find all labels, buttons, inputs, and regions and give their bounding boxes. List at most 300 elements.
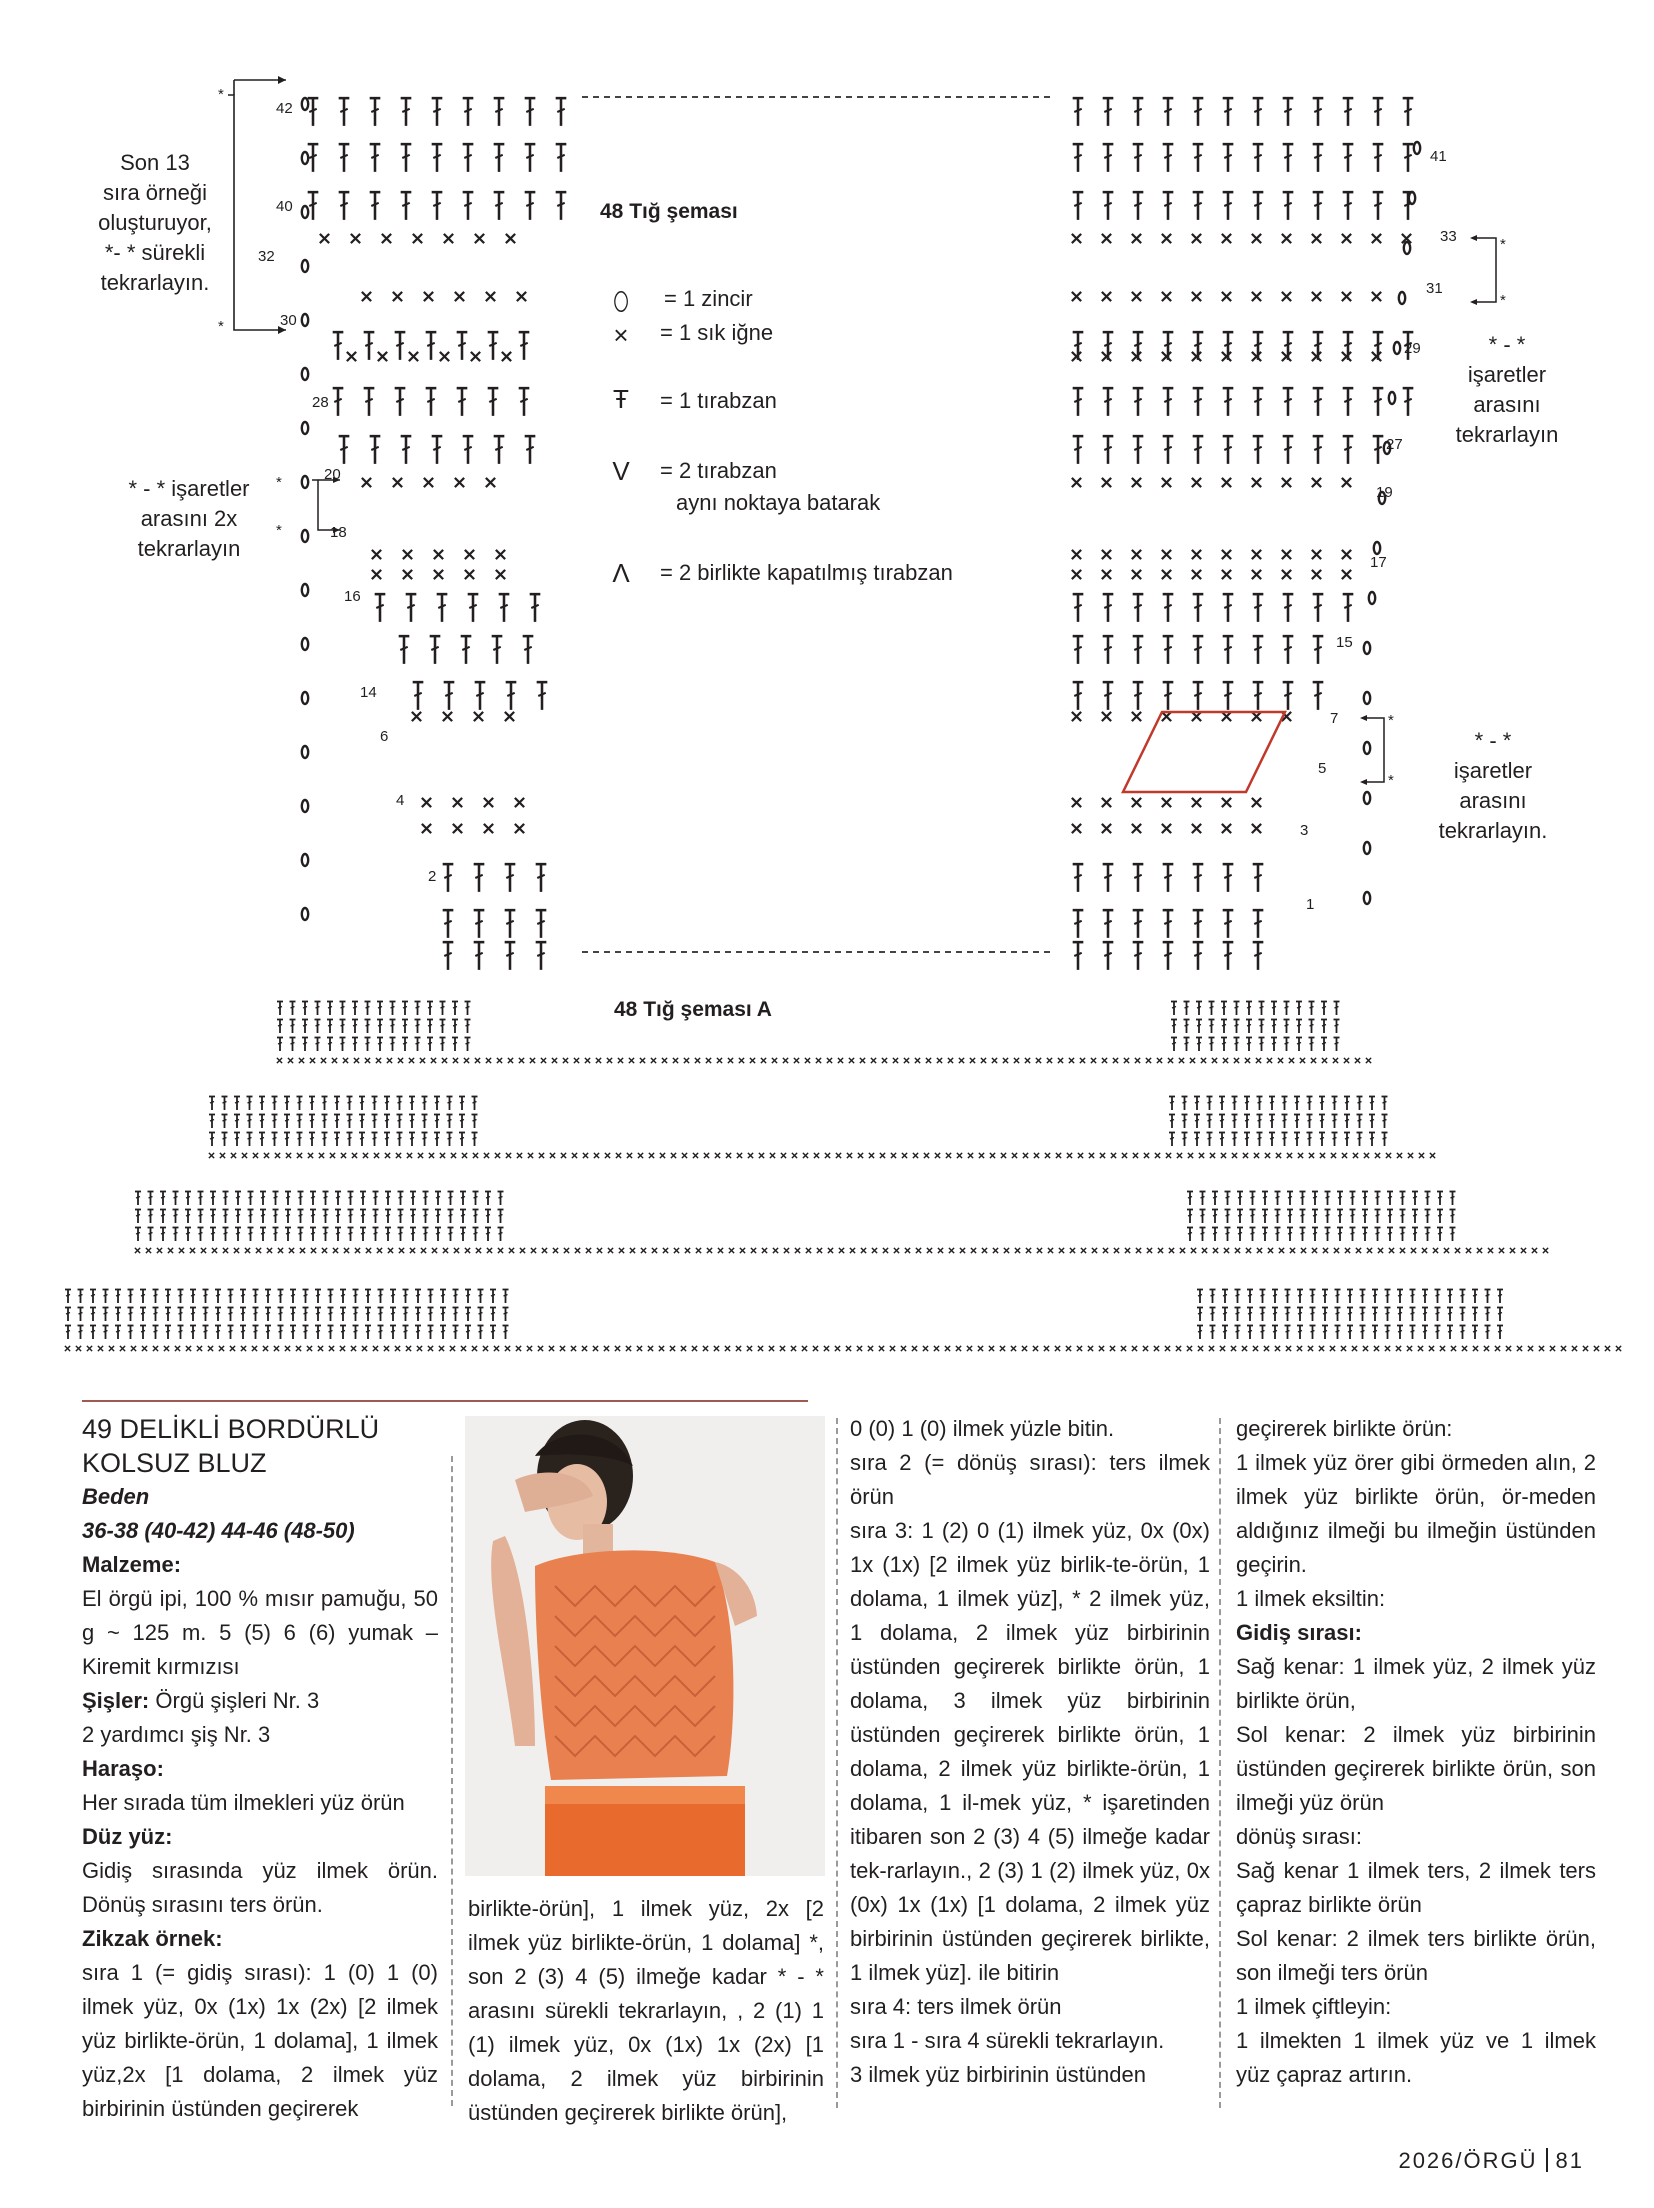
band-single-crochet	[695, 1058, 700, 1063]
band-treble	[1347, 1308, 1353, 1322]
band-treble	[1235, 1290, 1241, 1304]
band-single-crochet	[1036, 1058, 1041, 1063]
band-single-crochet	[1353, 1153, 1358, 1158]
band-treble	[215, 1290, 221, 1304]
treble-stitch	[488, 332, 499, 360]
treble-stitch	[1103, 636, 1114, 664]
band-treble	[1250, 1192, 1256, 1206]
band-single-crochet	[135, 1248, 140, 1253]
treble-stitch	[432, 436, 443, 464]
band-treble	[427, 1002, 433, 1016]
band-treble	[228, 1290, 234, 1304]
band-treble	[1422, 1290, 1428, 1304]
single-crochet-stitch	[455, 292, 464, 301]
band-treble	[290, 1002, 296, 1016]
treble-stitch	[463, 144, 474, 172]
treble-stitch	[1223, 594, 1234, 622]
band-single-crochet	[1466, 1248, 1471, 1253]
band-single-crochet	[803, 1153, 808, 1158]
band-treble	[128, 1290, 134, 1304]
band-treble	[384, 1115, 390, 1129]
band-single-crochet	[1344, 1058, 1349, 1063]
treble-stitch	[432, 192, 443, 220]
band-single-crochet	[1048, 1248, 1053, 1253]
band-treble	[1297, 1308, 1303, 1322]
star-marker: *	[218, 86, 224, 103]
band-treble	[327, 1020, 333, 1034]
band-treble	[1360, 1326, 1366, 1340]
band-single-crochet	[362, 1346, 367, 1351]
single-crochet-stitch	[1192, 292, 1201, 301]
band-treble	[390, 1038, 396, 1052]
row-number: 4	[396, 792, 405, 809]
band-treble	[315, 1290, 321, 1304]
band-single-crochet	[344, 1248, 349, 1253]
band-single-crochet	[1199, 1153, 1204, 1158]
band-treble	[1410, 1290, 1416, 1304]
treble-stitch	[1133, 864, 1144, 892]
band-single-crochet	[431, 1058, 436, 1063]
band-single-crochet	[905, 1248, 910, 1253]
band-single-crochet	[256, 1248, 261, 1253]
band-single-crochet	[904, 1058, 909, 1063]
band-single-crochet	[912, 1346, 917, 1351]
band-single-crochet	[1069, 1058, 1074, 1063]
band-treble	[352, 1002, 358, 1016]
treble-stitch	[1073, 98, 1084, 126]
treble-stitch	[1343, 98, 1354, 126]
band-single-crochet	[813, 1346, 818, 1351]
single-crochet-stitch	[1312, 478, 1321, 487]
band-treble	[1262, 1210, 1268, 1224]
band-treble	[328, 1290, 334, 1304]
band-treble	[347, 1115, 353, 1129]
band-treble	[1272, 1308, 1278, 1322]
treble-stitch	[395, 332, 406, 360]
band-treble	[360, 1228, 366, 1242]
band-single-crochet	[322, 1248, 327, 1253]
band-single-crochet	[253, 1153, 258, 1158]
band-single-crochet	[1356, 1248, 1361, 1253]
band-single-crochet	[442, 1058, 447, 1063]
band-single-crochet	[440, 1153, 445, 1158]
band-treble	[415, 1308, 421, 1322]
band-single-crochet	[979, 1153, 984, 1158]
treble-stitch	[1073, 942, 1084, 970]
treble-stitch	[475, 682, 486, 710]
band-treble	[410, 1210, 416, 1224]
band-treble	[1382, 1115, 1388, 1129]
band-treble	[222, 1097, 228, 1111]
band-treble	[1284, 1038, 1290, 1052]
band-treble	[1232, 1097, 1238, 1111]
single-crochet-stitch	[1192, 570, 1201, 579]
treble-stitch	[375, 594, 386, 622]
single-crochet-stitch	[496, 570, 505, 579]
band-treble	[1309, 1020, 1315, 1034]
band-treble	[1197, 1326, 1203, 1340]
band-treble	[1284, 1020, 1290, 1034]
treble-stitch	[401, 98, 412, 126]
band-single-crochet	[696, 1248, 701, 1253]
band-single-crochet	[781, 1153, 786, 1158]
single-crochet-stitch	[403, 550, 412, 559]
single-crochet-stitch	[1222, 292, 1231, 301]
band-single-crochet	[1232, 1153, 1237, 1158]
band-single-crochet	[1168, 1058, 1173, 1063]
band-single-crochet	[451, 1153, 456, 1158]
band-treble	[277, 1002, 283, 1016]
band-single-crochet	[714, 1346, 719, 1351]
band-treble	[1300, 1210, 1306, 1224]
treble-stitch	[1103, 144, 1114, 172]
band-treble	[190, 1290, 196, 1304]
band-treble	[1282, 1097, 1288, 1111]
band-single-crochet	[1419, 1153, 1424, 1158]
band-treble	[340, 1002, 346, 1016]
band-single-crochet	[597, 1248, 602, 1253]
single-crochet-stitch	[422, 824, 431, 833]
band-single-crochet	[153, 1346, 158, 1351]
band-single-crochet	[770, 1153, 775, 1158]
treble-stitch	[556, 144, 567, 172]
treble-stitch	[443, 864, 454, 892]
band-treble	[327, 1038, 333, 1052]
band-single-crochet	[432, 1248, 437, 1253]
band-treble	[1271, 1020, 1277, 1034]
band-treble	[365, 1002, 371, 1016]
band-treble	[1187, 1228, 1193, 1242]
band-treble	[309, 1133, 315, 1147]
band-single-crochet	[340, 1346, 345, 1351]
band-single-crochet	[1187, 1346, 1192, 1351]
single-crochet-stitch	[1312, 352, 1321, 361]
band-single-crochet	[651, 1058, 656, 1063]
band-single-crochet	[1011, 1346, 1016, 1351]
band-single-crochet	[978, 1346, 983, 1351]
article-column-1: 49 DELİKLİ BORDÜRLÜ KOLSUZ BLUZ Beden 36-38 (40-42) 44-46 (48-50) Malzeme: El örgü ipi, 100 % mısır pamuğu, 50 g ~ 125 m. 5 (5) 6 (6) yumak – Kiremit kırmızısı Şişler: Örgü şişleri Nr. 3 2 yardımcı şiş Nr. 3 Haraşo: Her sırada tüm ilmekleri yüz örün Düz yüz: Gidiş sırasında yüz ilmek örün. Dönüş sırasını ters örün. Zikzak örnek: sıra 1 (= gidiş sırası): 1 (0) 1 (0) ilmek yüz, 0x (1x) 1x (2x) [2 ilmek yüz birlikte-örün, 1 dolama], 1 ilmek yüz,2x [1 dolama, 2 ilmek yüz birbirinin üstünden geçirerek	[82, 1414, 438, 2121]
band-single-crochet	[1473, 1346, 1478, 1351]
chain-stitch	[302, 422, 308, 434]
band-treble	[1246, 1020, 1252, 1034]
band-single-crochet	[1124, 1058, 1129, 1063]
single-crochet-stitch	[1372, 352, 1381, 361]
band-single-crochet	[1202, 1248, 1207, 1253]
band-treble	[1257, 1115, 1263, 1129]
band-treble	[1171, 1020, 1177, 1034]
band-treble	[1360, 1290, 1366, 1304]
chain-stitch	[1364, 692, 1370, 704]
band-treble	[365, 1038, 371, 1052]
band-treble	[440, 1308, 446, 1322]
band-treble	[1435, 1290, 1441, 1304]
single-crochet-stitch	[1342, 478, 1351, 487]
magazine-name: 2026/ÖRGÜ	[1398, 2148, 1538, 2173]
band-single-crochet	[300, 1248, 305, 1253]
treble-stitch	[1313, 682, 1324, 710]
band-single-crochet	[1309, 1153, 1314, 1158]
band-single-crochet	[739, 1058, 744, 1063]
band-treble	[427, 1038, 433, 1052]
treble-stitch	[1193, 436, 1204, 464]
band-single-crochet	[1323, 1248, 1328, 1253]
treble-stitch	[537, 682, 548, 710]
band-treble	[435, 1192, 441, 1206]
row-number: 17	[1370, 554, 1387, 571]
treble-stitch	[370, 144, 381, 172]
band-single-crochet	[231, 1153, 236, 1158]
row-number: 30	[280, 312, 297, 329]
single-crochet-stitch	[1282, 570, 1291, 579]
band-single-crochet	[186, 1346, 191, 1351]
band-single-crochet	[1243, 1153, 1248, 1158]
band-treble	[1334, 1002, 1340, 1016]
chain-stitch	[302, 692, 308, 704]
single-crochet-stitch	[362, 478, 371, 487]
single-crochet-stitch	[1192, 234, 1201, 243]
single-crochet-stitch	[1162, 478, 1171, 487]
treble-stitch	[488, 388, 499, 416]
band-single-crochet	[1430, 1153, 1435, 1158]
band-treble	[1169, 1097, 1175, 1111]
band-single-crochet	[794, 1058, 799, 1063]
band-treble	[1296, 1002, 1302, 1016]
band-treble	[1460, 1290, 1466, 1304]
band-treble	[1207, 1133, 1213, 1147]
treble-stitch	[1313, 144, 1324, 172]
band-single-crochet	[1506, 1346, 1511, 1351]
band-single-crochet	[1154, 1346, 1159, 1351]
single-crochet-stitch	[471, 352, 480, 361]
band-treble	[1435, 1308, 1441, 1322]
band-treble	[334, 1133, 340, 1147]
band-single-crochet	[835, 1346, 840, 1351]
band-treble	[135, 1228, 141, 1242]
star-marker: *	[218, 318, 224, 335]
band-single-crochet	[981, 1058, 986, 1063]
band-treble	[422, 1097, 428, 1111]
band-single-crochet	[948, 1058, 953, 1063]
band-treble	[1294, 1115, 1300, 1129]
band-treble	[247, 1133, 253, 1147]
band-treble	[1334, 1020, 1340, 1034]
band-single-crochet	[990, 1153, 995, 1158]
band-single-crochet	[1209, 1346, 1214, 1351]
band-single-crochet	[871, 1058, 876, 1063]
band-single-crochet	[311, 1248, 316, 1253]
band-treble	[278, 1326, 284, 1340]
band-treble	[298, 1192, 304, 1206]
band-single-crochet	[605, 1153, 610, 1158]
band-treble	[1375, 1210, 1381, 1224]
band-treble	[472, 1115, 478, 1129]
single-crochet-stitch	[1282, 478, 1291, 487]
band-single-crochet	[715, 1153, 720, 1158]
band-single-crochet	[443, 1248, 448, 1253]
band-treble	[135, 1192, 141, 1206]
band-treble	[203, 1326, 209, 1340]
treble-stitch	[1103, 910, 1114, 938]
band-treble	[440, 1326, 446, 1340]
band-treble	[1362, 1228, 1368, 1242]
band-single-crochet	[1267, 1058, 1272, 1063]
band-single-crochet	[1056, 1153, 1061, 1158]
band-single-crochet	[959, 1058, 964, 1063]
treble-stitch	[1163, 594, 1174, 622]
band-treble	[198, 1210, 204, 1224]
band-treble	[1271, 1002, 1277, 1016]
treble-stitch	[494, 192, 505, 220]
treble-stitch	[1103, 388, 1114, 416]
treble-stitch	[1283, 636, 1294, 664]
treble-stitch	[1253, 388, 1264, 416]
band-treble	[302, 1038, 308, 1052]
band-treble	[1197, 1308, 1203, 1322]
band-single-crochet	[1264, 1346, 1269, 1351]
band-treble	[1362, 1192, 1368, 1206]
band-single-crochet	[616, 1153, 621, 1158]
band-single-crochet	[681, 1346, 686, 1351]
band-treble	[190, 1326, 196, 1340]
band-treble	[1450, 1210, 1456, 1224]
single-crochet-stitch	[1282, 550, 1291, 559]
band-treble	[297, 1097, 303, 1111]
band-treble	[1425, 1228, 1431, 1242]
treble-stitch	[1073, 864, 1084, 892]
band-single-crochet	[1114, 1248, 1119, 1253]
treble-stitch	[399, 636, 410, 664]
treble-stitch	[1343, 192, 1354, 220]
single-crochet-stitch	[1162, 550, 1171, 559]
treble-stitch	[1103, 942, 1114, 970]
band-single-crochet	[761, 1058, 766, 1063]
band-treble	[1472, 1326, 1478, 1340]
band-treble	[1297, 1290, 1303, 1304]
band-single-crochet	[1440, 1346, 1445, 1351]
article-title: KOLSUZ BLUZ	[82, 1448, 267, 1478]
band-treble	[1297, 1326, 1303, 1340]
chain-stitch	[302, 476, 308, 488]
band-treble	[1184, 1002, 1190, 1016]
chain-stitch	[1364, 842, 1370, 854]
single-crochet-stitch	[422, 798, 431, 807]
band-single-crochet	[190, 1248, 195, 1253]
band-single-crochet	[1179, 1058, 1184, 1063]
band-treble	[1196, 1038, 1202, 1052]
band-treble	[1284, 1002, 1290, 1016]
band-single-crochet	[476, 1248, 481, 1253]
band-single-crochet	[1286, 1346, 1291, 1351]
single-crochet-stitch	[496, 550, 505, 559]
band-single-crochet	[894, 1248, 899, 1253]
chain-stitch	[1409, 192, 1415, 204]
treble-stitch	[432, 98, 443, 126]
band-single-crochet	[827, 1058, 832, 1063]
band-treble	[478, 1290, 484, 1304]
band-single-crochet	[208, 1346, 213, 1351]
band-treble	[1460, 1308, 1466, 1322]
band-treble	[453, 1308, 459, 1322]
band-treble	[1300, 1192, 1306, 1206]
treble-stitch	[1133, 388, 1144, 416]
band-treble	[322, 1133, 328, 1147]
single-crochet-stitch	[372, 570, 381, 579]
row-number: 2	[428, 868, 437, 885]
treble-stitch	[1073, 144, 1084, 172]
band-single-crochet	[473, 1153, 478, 1158]
single-crochet-stitch	[1072, 824, 1081, 833]
band-treble	[1257, 1133, 1263, 1147]
band-single-crochet	[286, 1153, 291, 1158]
chain-stitch	[1394, 342, 1400, 354]
band-treble	[328, 1326, 334, 1340]
single-crochet-stitch	[1162, 292, 1171, 301]
band-single-crochet	[333, 1248, 338, 1253]
band-treble	[378, 1290, 384, 1304]
band-single-crochet	[1257, 1248, 1262, 1253]
band-treble	[1350, 1210, 1356, 1224]
band-treble	[503, 1308, 509, 1322]
band-treble	[1397, 1326, 1403, 1340]
band-treble	[1387, 1210, 1393, 1224]
band-treble	[340, 1038, 346, 1052]
band-single-crochet	[1341, 1346, 1346, 1351]
band-single-crochet	[274, 1346, 279, 1351]
row-number: 3	[1300, 822, 1309, 839]
band-treble	[1335, 1326, 1341, 1340]
band-treble	[452, 1038, 458, 1052]
band-single-crochet	[858, 1153, 863, 1158]
single-crochet-stitch	[1372, 292, 1381, 301]
band-treble	[1387, 1192, 1393, 1206]
band-treble	[1437, 1210, 1443, 1224]
band-single-crochet	[1342, 1153, 1347, 1158]
band-treble	[378, 1308, 384, 1322]
treble-stitch	[1223, 682, 1234, 710]
band-single-crochet	[839, 1248, 844, 1253]
band-single-crochet	[1408, 1153, 1413, 1158]
band-treble	[253, 1290, 259, 1304]
band-treble	[1194, 1097, 1200, 1111]
band-single-crochet	[1385, 1346, 1390, 1351]
treble-stitch	[1223, 388, 1234, 416]
band-single-crochet	[638, 1153, 643, 1158]
band-treble	[1410, 1308, 1416, 1322]
band-treble	[1200, 1228, 1206, 1242]
band-treble	[1357, 1115, 1363, 1129]
band-single-crochet	[805, 1058, 810, 1063]
band-single-crochet	[594, 1153, 599, 1158]
band-treble	[1271, 1038, 1277, 1052]
single-crochet-stitch	[1192, 478, 1201, 487]
band-treble	[1244, 1133, 1250, 1147]
band-treble	[203, 1290, 209, 1304]
treble-stitch	[474, 910, 485, 938]
chart-a-band	[65, 1002, 1621, 1352]
treble-stitch	[1283, 192, 1294, 220]
band-treble	[1194, 1133, 1200, 1147]
band-single-crochet	[571, 1346, 576, 1351]
band-treble	[1244, 1115, 1250, 1129]
band-single-crochet	[552, 1058, 557, 1063]
band-treble	[253, 1326, 259, 1340]
band-treble	[272, 1097, 278, 1111]
band-single-crochet	[1235, 1248, 1240, 1253]
band-treble	[240, 1308, 246, 1322]
band-single-crochet	[1180, 1248, 1185, 1253]
chain-stitch	[1399, 292, 1405, 304]
band-treble	[259, 1133, 265, 1147]
